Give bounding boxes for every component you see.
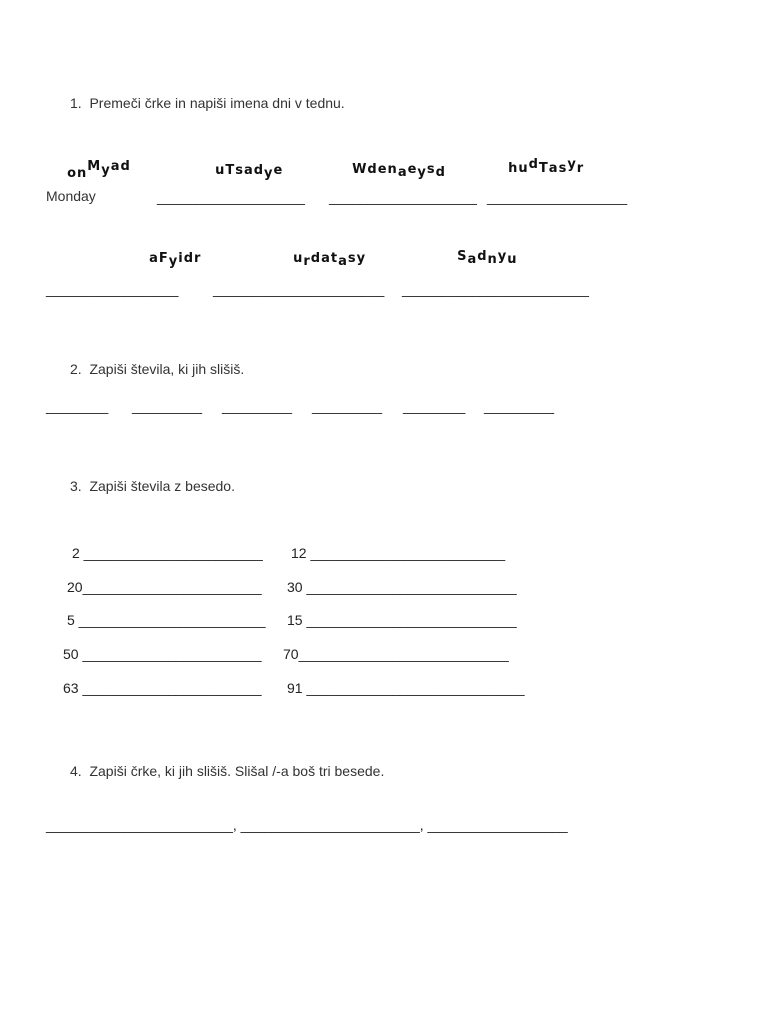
number-word-line[interactable]: 2 _______________________: [72, 545, 263, 561]
number-blank[interactable]: _________: [132, 398, 203, 414]
scrambled-word-7: Sadnyu: [457, 249, 518, 267]
scrambled-word-4: hudTasyr: [508, 157, 585, 176]
question-1-title: 1. Premeči črke in napiši imena dni v tednu.: [70, 95, 345, 111]
answer-blank[interactable]: ______________________: [213, 281, 385, 297]
question-4-title: 4. Zapiši črke, ki jih slišiš. Slišal /-a boš tri besede.: [70, 763, 385, 779]
question-3-title: 3. Zapiši števila z besedo.: [70, 478, 235, 494]
answer-blank[interactable]: __________________: [487, 189, 628, 205]
number-word-line[interactable]: 63 _______________________: [63, 680, 262, 696]
number-word-line[interactable]: 50 _______________________: [63, 646, 262, 662]
number-blank[interactable]: ________: [403, 398, 466, 414]
number-word-line[interactable]: 15 ___________________________: [287, 612, 517, 628]
answer-blank[interactable]: ________________________: [402, 281, 589, 297]
answer-blank[interactable]: ___________________: [329, 189, 477, 205]
scrambled-word-5: aFyidr: [149, 251, 202, 269]
number-blank[interactable]: ________: [46, 398, 109, 414]
number-word-line[interactable]: 91 ____________________________: [287, 680, 525, 696]
letters-answer-line[interactable]: ________________________, _______________________, __________________: [46, 817, 568, 833]
number-word-line[interactable]: 30 ___________________________: [287, 579, 517, 595]
answer-blank[interactable]: _________________: [46, 281, 179, 297]
scrambled-word-2: uTsadye: [215, 163, 284, 181]
number-blank[interactable]: _________: [312, 398, 383, 414]
number-blank[interactable]: _________: [222, 398, 293, 414]
question-2-title: 2. Zapiši števila, ki jih slišiš.: [70, 361, 245, 377]
number-blank[interactable]: _________: [484, 398, 555, 414]
number-word-line[interactable]: 12 _________________________: [291, 545, 506, 561]
scrambled-word-1: onMyad: [67, 159, 131, 181]
scrambled-word-3: Wdenaeysd: [352, 162, 446, 180]
number-word-line[interactable]: 70___________________________: [283, 646, 509, 662]
scrambled-word-6: urdatasy: [293, 251, 367, 269]
example-answer: Monday: [46, 188, 96, 204]
answer-blank[interactable]: ___________________: [157, 189, 305, 205]
number-word-line[interactable]: 20_______________________: [67, 579, 262, 595]
number-word-line[interactable]: 5 ________________________: [67, 612, 266, 628]
